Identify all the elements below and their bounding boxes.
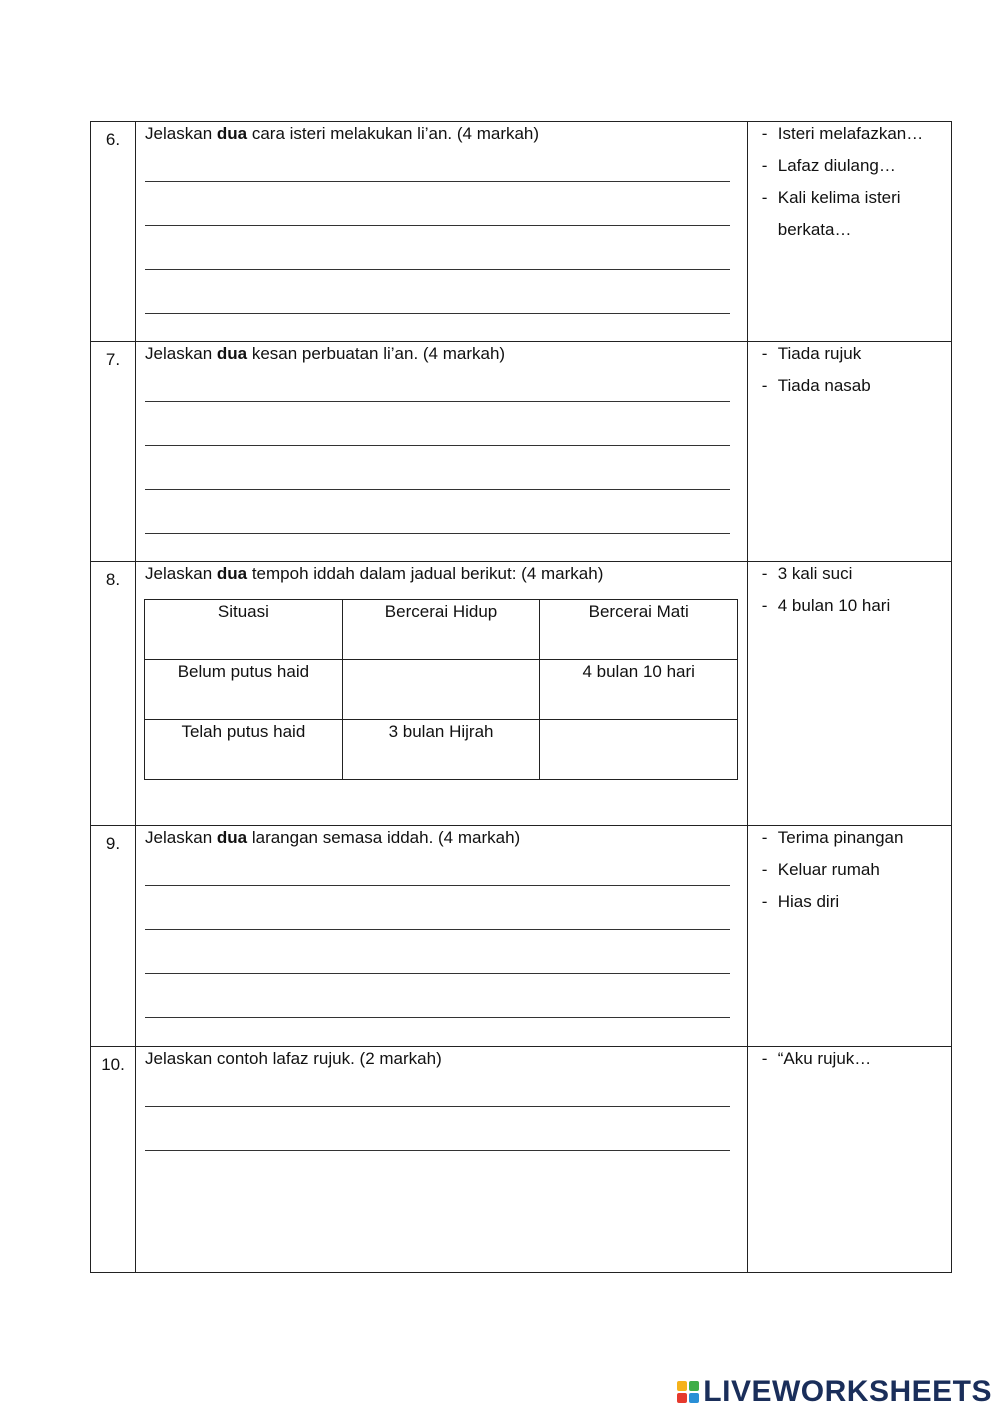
answer-line[interactable] (145, 203, 730, 226)
answer-key-item: - Lafaz diulang… (761, 156, 896, 175)
answer-key-list (748, 828, 951, 912)
question-number: 7. (91, 342, 136, 562)
answer-line[interactable] (145, 511, 730, 534)
question-cell (136, 342, 748, 562)
answer-key-list (748, 1049, 951, 1069)
answer-key-item: - 4 bulan 10 hari (761, 596, 891, 615)
answer-key-list (748, 344, 951, 396)
header-cell: Situasi (145, 600, 343, 660)
answer-line[interactable] (145, 159, 730, 182)
answer-line[interactable] (145, 907, 730, 930)
question-text: Jelaskan dua cara isteri melakukan li’an. (4 markah) (145, 124, 540, 143)
answer-line[interactable] (145, 247, 730, 270)
answer-line[interactable] (145, 467, 730, 490)
question-text: Jelaskan dua kesan perbuatan li’an. (4 markah) (145, 344, 506, 363)
answer-key-cell (747, 562, 951, 826)
question-row-10 (91, 1047, 952, 1273)
answer-line[interactable] (145, 291, 730, 314)
question-row-7 (91, 342, 952, 562)
answer-line[interactable] (145, 423, 730, 446)
answer-key-item: - 3 kali suci (761, 564, 853, 583)
question-number: 8. (91, 562, 136, 826)
iddah-table-row (145, 660, 738, 720)
answer-key-item: - Tiada rujuk (761, 344, 862, 363)
answer-key-cell (747, 1047, 951, 1273)
logo-tile (677, 1381, 687, 1391)
iddah-table (144, 599, 738, 780)
answer-key-cell (747, 342, 951, 562)
header-cell: Bercerai Mati (540, 600, 738, 660)
logo-tiles-icon (677, 1381, 699, 1403)
answer-key-item: - Hias diri (761, 892, 840, 911)
answer-line[interactable] (145, 863, 730, 886)
logo-tile (689, 1393, 699, 1403)
answer-line[interactable] (145, 995, 730, 1018)
question-row-6 (91, 122, 952, 342)
question-number: 6. (91, 122, 136, 342)
question-cell (136, 562, 748, 826)
question-cell (136, 122, 748, 342)
question-row-8 (91, 562, 952, 826)
iddah-table-header (145, 600, 738, 660)
question-cell (136, 1047, 748, 1273)
table-cell-blank[interactable] (540, 720, 738, 780)
answer-line[interactable] (145, 1084, 730, 1107)
logo-tile (677, 1393, 687, 1403)
iddah-table-row (145, 720, 738, 780)
answer-line[interactable] (145, 379, 730, 402)
question-number: 10. (91, 1047, 136, 1273)
answer-key-item: - Tiada nasab (761, 376, 871, 395)
answer-key-cell (747, 826, 951, 1047)
answer-key-list (748, 564, 951, 616)
table-cell: Belum putus haid (145, 660, 343, 720)
worksheet-table (90, 121, 952, 1273)
question-cell (136, 826, 748, 1047)
question-text: Jelaskan dua larangan semasa iddah. (4 markah) (145, 828, 521, 847)
logo-text: LIVEWORKSHEETS (703, 1375, 992, 1408)
table-cell: 4 bulan 10 hari (540, 660, 738, 720)
question-text: Jelaskan contoh lafaz rujuk. (2 markah) (145, 1049, 442, 1068)
answer-key-item: - “Aku rujuk… (761, 1049, 872, 1068)
liveworksheets-logo[interactable] (677, 1375, 992, 1408)
answer-key-cell (747, 122, 951, 342)
header-cell: Bercerai Hidup (342, 600, 540, 660)
answer-key-list (748, 124, 951, 246)
answer-line[interactable] (145, 951, 730, 974)
logo-tile (689, 1381, 699, 1391)
answer-key-item: - Kali kelima isteri berkata… (761, 188, 901, 239)
question-row-9 (91, 826, 952, 1047)
answer-key-item: - Keluar rumah (761, 860, 880, 879)
question-number: 9. (91, 826, 136, 1047)
answer-key-item: - Isteri melafazkan… (761, 124, 924, 143)
table-cell: 3 bulan Hijrah (342, 720, 540, 780)
answer-key-item: - Terima pinangan (761, 828, 904, 847)
answer-line[interactable] (145, 1128, 730, 1151)
table-cell: Telah putus haid (145, 720, 343, 780)
question-text: Jelaskan dua tempoh iddah dalam jadual berikut: (4 markah) (145, 564, 604, 583)
table-cell-blank[interactable] (342, 660, 540, 720)
